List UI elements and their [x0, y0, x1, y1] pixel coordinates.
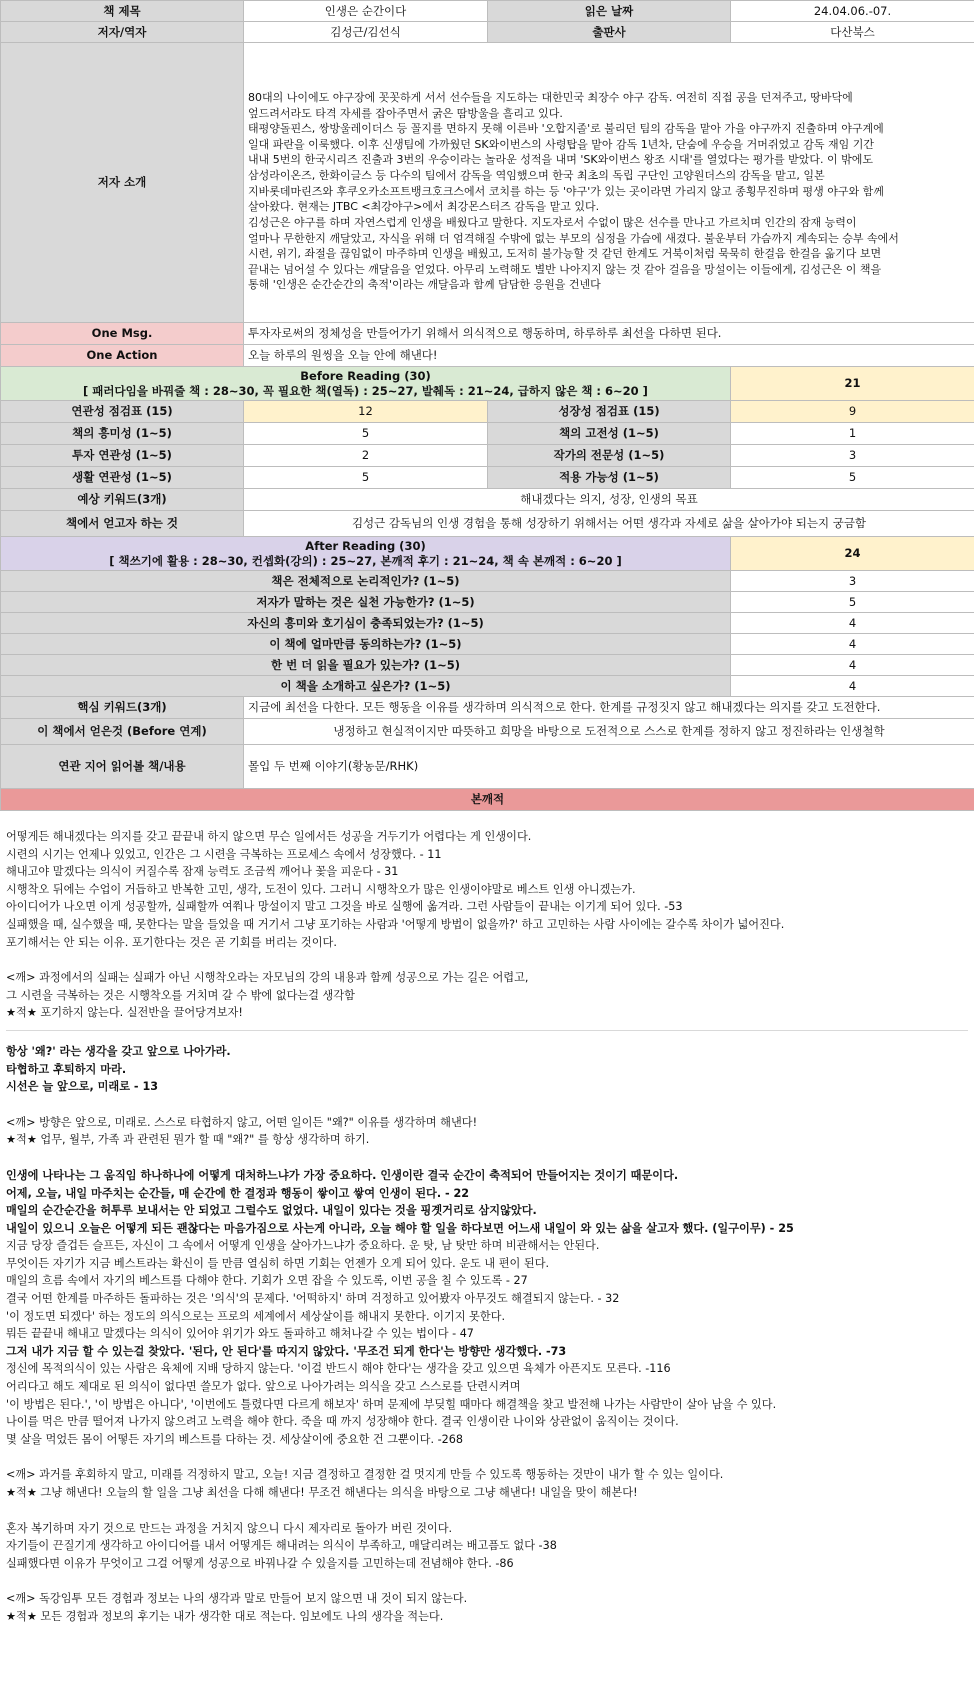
core-keyword-value[interactable]: 지금에 최선을 다한다. 모든 행동을 이유를 생각하며 의식적으로 한다. 한계를 규정짓지 않고 해내겠다는 의지를 갖고 도전한다.: [244, 697, 974, 719]
after-question-label: 이 책을 소개하고 싶은가? (1~5): [1, 676, 731, 697]
note-line: 아이디어가 나오면 이게 성공할까, 실패할까 여쭤나 망설이지 말고 그것을 바로 실행에 옮겨라. 그런 사람들이 끝내는 이기게 되어 있다. -53: [6, 900, 683, 914]
note-line: 어떻게든 해내겠다는 의지를 갖고 끝끝내 하지 않으면 무슨 일에서든 성공을 거두기가 어렵다는 게 인생이다.: [6, 830, 532, 843]
realization-line: <깨> 독강임투 모든 경험과 정보는 나의 생각과 말로 만들어 보지 않으면 내 것이 되지 않는다.: [6, 1592, 468, 1606]
after-question-label: 자신의 흥미와 호기심이 충족되었는가? (1~5): [1, 613, 731, 634]
realization-line: <깨> 과정에서의 실패는 실패가 아닌 시행착오라는 자모님의 강의 내용과 함께 성공으로 가는 길은 어렵고,: [6, 971, 529, 985]
book-title-label: 책 제목: [1, 1, 244, 22]
expected-keyword-label: 예상 키워드(3개): [1, 489, 244, 511]
expected-keyword-value[interactable]: 해내겠다는 의지, 성장, 인생의 목표: [244, 489, 974, 511]
growth-label: 성장성 점검표 (15): [488, 401, 731, 423]
gain-value[interactable]: 냉정하고 현실적이지만 따뜻하고 희망을 바탕으로 도전적으로 스스로 한계를 정하지 않고 정진하라는 인생철학: [244, 719, 974, 745]
after-reading-criteria: [ 책쓰기에 활용 : 28~30, 컨셉화(강의) : 25~27, 본깨적 후기 : 21~24, 책 속 본깨적 : 6~20 ]: [109, 553, 622, 568]
note-line: 어리다고 해도 제대로 된 의식이 없다면 쓸모가 없다. 앞으로 나아가려는 의식을 갖고 스스로를 단련시켜며: [6, 1380, 521, 1394]
score-value[interactable]: 3: [731, 445, 974, 467]
one-action-value[interactable]: 오늘 하루의 원씽을 오늘 안에 해낸다!: [244, 345, 974, 367]
bonkaejeok-header: 본깨적: [1, 789, 974, 811]
publisher-label: 출판사: [488, 22, 731, 43]
note-line: 그저 내가 지금 할 수 있는걸 찾았다. '된다, 안 된다'를 따지지 않았다. '무조건 되게 한다'는 방향만 생각했다. -73: [6, 1344, 567, 1358]
note-line: 나이를 먹은 만큼 떨어져 나가지 않으려고 노력을 해야 한다. 죽을 때 까지 성장해야 한다. 결국 인생이란 나이와 상관없이 움직이는 것이다.: [6, 1415, 679, 1429]
related-book-value[interactable]: 몰입 두 번째 이야기(황농문/RHK): [244, 745, 974, 789]
note-line: 타협하고 후퇴하지 마라.: [6, 1062, 127, 1076]
apply-line: ★적★ 모든 경험과 정보의 후기는 내가 생각한 대로 적는다. 임보에도 나의 생각을 적는다.: [6, 1609, 444, 1623]
note-line: 실패했다면 이유가 무엇이고 그걸 어떻게 성공으로 바꿔나갈 수 있을지를 고민하는데 전념해야 한다. -86: [6, 1556, 514, 1570]
reading-goal-label: 책에서 얻고자 하는 것: [1, 511, 244, 537]
author-intro-line: 지바롯데마린즈와 후쿠오카소프트뱅크호크스에서 코치를 하는 등 '야구'가 있는 곳이라면 가리지 않고 종횡무진하며 평생 야구와 함께: [248, 184, 884, 198]
author-intro-line: 끝내는 넘어설 수 있다는 깨달음을 얻었다. 아무리 노력해도 별반 나아지지 않는 것 같아 걸음을 망설이는 이들에게, 김성근은 이 책을: [248, 262, 882, 276]
score-label: 생활 연관성 (1~5): [1, 467, 244, 489]
score-label: 책의 흥미성 (1~5): [1, 423, 244, 445]
note-line: 인생에 나타나는 그 움직임 하나하나에 어떻게 대처하느냐가 가장 중요하다. 인생이란 결국 순간이 축적되어 만들어지는 것이기 때문이다.: [6, 1168, 679, 1182]
score-value[interactable]: 5: [244, 423, 488, 445]
note-line: '이 정도면 되겠다' 하는 정도의 의식으로는 프로의 세계에서 세상살이를 해내지 못한다. 이기지 못한다.: [6, 1309, 506, 1323]
book-info-table: [0, 0, 974, 811]
note-line: 매일의 순간순간을 허투루 보내서는 안 되었고 그럴수도 없었다. 내일이 있다는 것을 핑곗거리로 삼지않았다.: [6, 1204, 537, 1218]
author-intro-line: 80대의 나이에도 야구장에 꼿꼿하게 서서 선수들을 지도하는 대한민국 최장수 야구 감독. 여전히 직접 공을 던져주고, 땅바닥에: [248, 91, 853, 105]
note-line: 해내고야 말겠다는 의식이 커질수록 잠재 능력도 조금씩 깨어나 꽃을 피운다 - 31: [6, 865, 399, 879]
gain-label: 이 책에서 얻은것 (Before 연계): [1, 719, 244, 745]
before-reading-title: Before Reading (30): [300, 368, 431, 383]
apply-line: ★적★ 업무, 월부, 가족 과 관련된 뭔가 할 때 "왜?" 를 항상 생각하며 하기.: [6, 1133, 370, 1147]
author-intro-line: 태평양돌핀스, 쌍방울레이더스 등 꼴지를 면하지 못해 이른바 '오합지졸'로 불리던 팀의 감독을 맡아 가을 야구까지 진출하며 야구계에: [248, 122, 884, 136]
bonkaejeok-content[interactable]: [0, 828, 974, 1626]
apply-line: ★적★ 포기하지 않는다. 실전반을 끌어당겨보자!: [6, 1006, 243, 1020]
author-intro-line: 통해 '인생은 순간순간의 축적'이라는 깨달음과 함께 담담한 응원을 건넨다: [248, 278, 601, 292]
score-label: 작가의 전문성 (1~5): [488, 445, 731, 467]
note-line: 내일이 있으니 오늘은 어떻게 되든 괜찮다는 마음가짐으로 사는게 아니라, 오늘 해야 할 일을 하다보면 어느새 내일이 와 있는 삶을 살고자 했다. (일구이무) - 25: [6, 1221, 794, 1235]
one-action-label: One Action: [1, 345, 244, 367]
note-line: 시선은 늘 앞으로, 미래로 - 13: [6, 1080, 159, 1094]
author-intro-line: 살아왔다. 현재는 JTBC <최강야구>에서 최강몬스터즈 감독을 맡고 있다.: [248, 200, 600, 214]
after-question-label: 책은 전체적으로 논리적인가? (1~5): [1, 571, 731, 592]
author-intro-line: 시련, 위기, 좌절을 끊임없이 마주하며 인생을 배웠고, 도저히 불가능할 것 같던 한계도 거북이처럼 묵묵히 한걸음 한걸음 옮기다 보면: [248, 247, 882, 261]
after-question-value[interactable]: 4: [731, 655, 974, 676]
section-divider: [6, 1030, 968, 1031]
score-value[interactable]: 1: [731, 423, 974, 445]
author-intro-line: 얼마나 무한한지 깨달았고, 자식을 위해 더 엄격해질 수밖에 없는 부모의 심정을 가슴에 새겼다. 불운부터 가슴까지 계속되는 승부 속에서: [248, 231, 899, 245]
score-label: 적용 가능성 (1~5): [488, 467, 731, 489]
author-intro-line: 엎드려서라도 타격 자세를 잡아주면서 굵은 땀방울을 흘리고 있다.: [248, 106, 563, 120]
note-line: 자기들이 끈질기게 생각하고 아이디어를 내서 어떻게든 해내려는 의식이 부족하고, 매달리려는 배고픔도 없다 -38: [6, 1539, 557, 1553]
reading-goal-value[interactable]: 김성근 감독님의 인생 경험을 통해 성장하기 위해서는 어떤 생각과 자세로 삶을 살아가야 되는지 궁금함: [244, 511, 974, 537]
note-line: 결국 어떤 한계를 마주하든 돌파하는 것은 '의식'의 문제다. '어떡하지' 하며 걱정하고 있어봤자 아무것도 해결되지 않는다. - 32: [6, 1292, 620, 1306]
author-intro-label: 저자 소개: [1, 43, 244, 323]
realization-line: <깨> 과거를 후회하지 말고, 미래를 걱정하지 말고, 오늘! 지금 결정하고 결정한 걸 멋지게 만들 수 있도록 행동하는 것만이 내가 할 수 있는 일이다.: [6, 1468, 724, 1482]
one-msg-value[interactable]: 투자자로써의 정체성을 만들어가기 위해서 의식적으로 행동하며, 하루하루 최선을 다하면 된다.: [244, 323, 974, 345]
after-question-label: 한 번 더 읽을 필요가 있는가? (1~5): [1, 655, 731, 676]
note-line: 매일의 흐름 속에서 자기의 베스트를 다해야 한다. 기회가 오면 잡을 수 있도록, 이번 공을 칠 수 있도록 - 27: [6, 1274, 528, 1288]
before-reading-criteria: [ 패러다임을 바꿔줄 책 : 28~30, 꼭 필요한 책(열독) : 25~27, 발췌독 : 21~24, 급하지 않은 책 : 6~20 ]: [83, 383, 648, 398]
related-book-label: 연관 지어 읽어볼 책/내용: [1, 745, 244, 789]
author-value[interactable]: 김성근/김선식: [244, 22, 488, 43]
note-line: 실패했을 때, 실수했을 때, 못한다는 말을 들었을 때 거기서 그냥 포기하는 사람과 '어떻게 방법이 없을까?' 하고 고민하는 사람 사이에는 갈수록 차이가 넓어진다.: [6, 917, 785, 931]
note-line: 시행착오 뒤에는 수업이 거듭하고 반복한 고민, 생각, 도전이 있다. 그러니 시행착오가 많은 인생이야말로 베스트 인생 아니겠는가.: [6, 882, 636, 896]
note-line: 정신에 목적의식이 있는 사람은 육체에 지배 당하지 않는다. '이걸 반드시 해야 한다'는 생각을 갖고 있으면 육체가 아픈지도 모른다. -116: [6, 1362, 671, 1376]
note-line: '이 방법은 된다.', '이 방법은 아니다', '이번에도 틀렸다면 다르게 해보자' 하며 문제에 부딪힐 때마다 해결책을 찾고 발전해 나가는 사람만이 살아 남을 수 있다.: [6, 1397, 777, 1411]
after-reading-total[interactable]: 24: [731, 537, 974, 571]
score-value[interactable]: 5: [244, 467, 488, 489]
realization-line: 그 시련을 극복하는 것은 시행착오를 거치며 갈 수 밖에 없다는걸 생각함: [6, 988, 355, 1002]
after-question-label: 저자가 말하는 것은 실천 가능한가? (1~5): [1, 592, 731, 613]
score-label: 투자 연관성 (1~5): [1, 445, 244, 467]
read-date-value[interactable]: 24.04.06.-07.: [731, 1, 974, 22]
author-intro-line: 내내 5번의 한국시리즈 진출과 3번의 우승이라는 놀라운 성적을 내며 'SK와이번스 왕조 시대'를 열었다는 평가를 받았다. 이 밖에도: [248, 153, 873, 167]
after-question-value[interactable]: 5: [731, 592, 974, 613]
relevance-value[interactable]: 12: [244, 401, 488, 423]
note-line: 뭐든 끝끝내 해내고 말겠다는 의식이 있어야 위기가 와도 돌파하고 해쳐나갈 수 있는 법이다 - 47: [6, 1327, 474, 1341]
after-question-value[interactable]: 4: [731, 613, 974, 634]
author-intro-line: 일대 파란을 이룩했다. 이후 신생팀에 가까웠던 SK와이번스의 사령탑을 맡아 감독 1년차, 단숨에 우승을 거머쥐었고 감독 재임 기간: [248, 137, 875, 151]
note-line: 포기해서는 안 되는 이유. 포기한다는 것은 곧 기회를 버리는 것이다.: [6, 935, 337, 949]
author-intro-line: 김성근은 야구를 하며 자연스럽게 인생을 배웠다고 말한다. 지도자로서 수없이 많은 선수를 만나고 가르치며 인간의 잠재 능력이: [248, 215, 857, 229]
note-line: 어제, 오늘, 내일 마주치는 순간들, 매 순간에 한 결정과 행동이 쌓이고 쌓여 인생이 된다. - 22: [6, 1186, 470, 1200]
after-question-value[interactable]: 3: [731, 571, 974, 592]
note-line: 무엇이든 자기가 지금 베스트라는 확신이 들 만큼 열심히 하면 기회는 언젠가 오게 되어 있다. 운도 내 편이 된다.: [6, 1256, 550, 1270]
note-line: 몇 살을 먹었든 몸이 어떻든 자기의 베스트를 다하는 것. 세상살이에 중요한 건 그뿐이다. -268: [6, 1432, 463, 1446]
score-value[interactable]: 2: [244, 445, 488, 467]
author-intro-line: 삼성라이온즈, 한화이글스 등 다수의 팀에서 감독을 역임했으며 한국 최초의 독립 구단인 고양원더스의 감독을 맡고, 일본: [248, 169, 825, 183]
note-line: 시련의 시기는 언제나 있었고, 인간은 그 시련을 극복하는 프로세스 속에서 성장했다. - 11: [6, 847, 442, 861]
one-msg-label: One Msg.: [1, 323, 244, 345]
note-line: 항상 '왜?' 라는 생각을 갖고 앞으로 나아가라.: [6, 1044, 231, 1058]
publisher-value[interactable]: 다산북스: [731, 22, 974, 43]
note-line: 혼자 복기하며 자기 것으로 만드는 과정을 거치지 않으니 다시 제자리로 돌아가 버린 것이다.: [6, 1521, 453, 1535]
after-question-value[interactable]: 4: [731, 634, 974, 655]
read-date-label: 읽은 날짜: [488, 1, 731, 22]
author-label: 저자/역자: [1, 22, 244, 43]
realization-line: <깨> 방향은 앞으로, 미래로. 스스로 타협하지 않고, 어떤 일이든 "왜?" 이유를 생각하며 해낸다!: [6, 1115, 478, 1129]
growth-value[interactable]: 9: [731, 401, 974, 423]
after-question-label: 이 책에 얼마만큼 동의하는가? (1~5): [1, 634, 731, 655]
author-intro-text[interactable]: [244, 43, 974, 323]
before-reading-header: [1, 367, 731, 401]
after-reading-title: After Reading (30): [305, 538, 426, 553]
relevance-label: 연관성 점검표 (15): [1, 401, 244, 423]
note-line: 지금 당장 즐겁든 슬프든, 자신이 그 속에서 어떻게 인생을 살아가느냐가 중요하다. 운 탓, 남 탓만 하며 비관해서는 안된다.: [6, 1239, 600, 1253]
apply-line: ★적★ 그냥 해낸다! 오늘의 할 일을 그냥 최선을 다해 해낸다! 무조건 해낸다는 의식을 바탕으로 그냥 해낸다! 내일을 맞이 해본다!: [6, 1486, 638, 1499]
book-title-value[interactable]: 인생은 순간이다: [244, 1, 488, 22]
core-keyword-label: 핵심 키워드(3개): [1, 697, 244, 719]
score-label: 책의 고전성 (1~5): [488, 423, 731, 445]
before-reading-total[interactable]: 21: [731, 367, 974, 401]
score-value[interactable]: 5: [731, 467, 974, 489]
after-reading-header: [1, 537, 731, 571]
after-question-value[interactable]: 4: [731, 676, 974, 697]
